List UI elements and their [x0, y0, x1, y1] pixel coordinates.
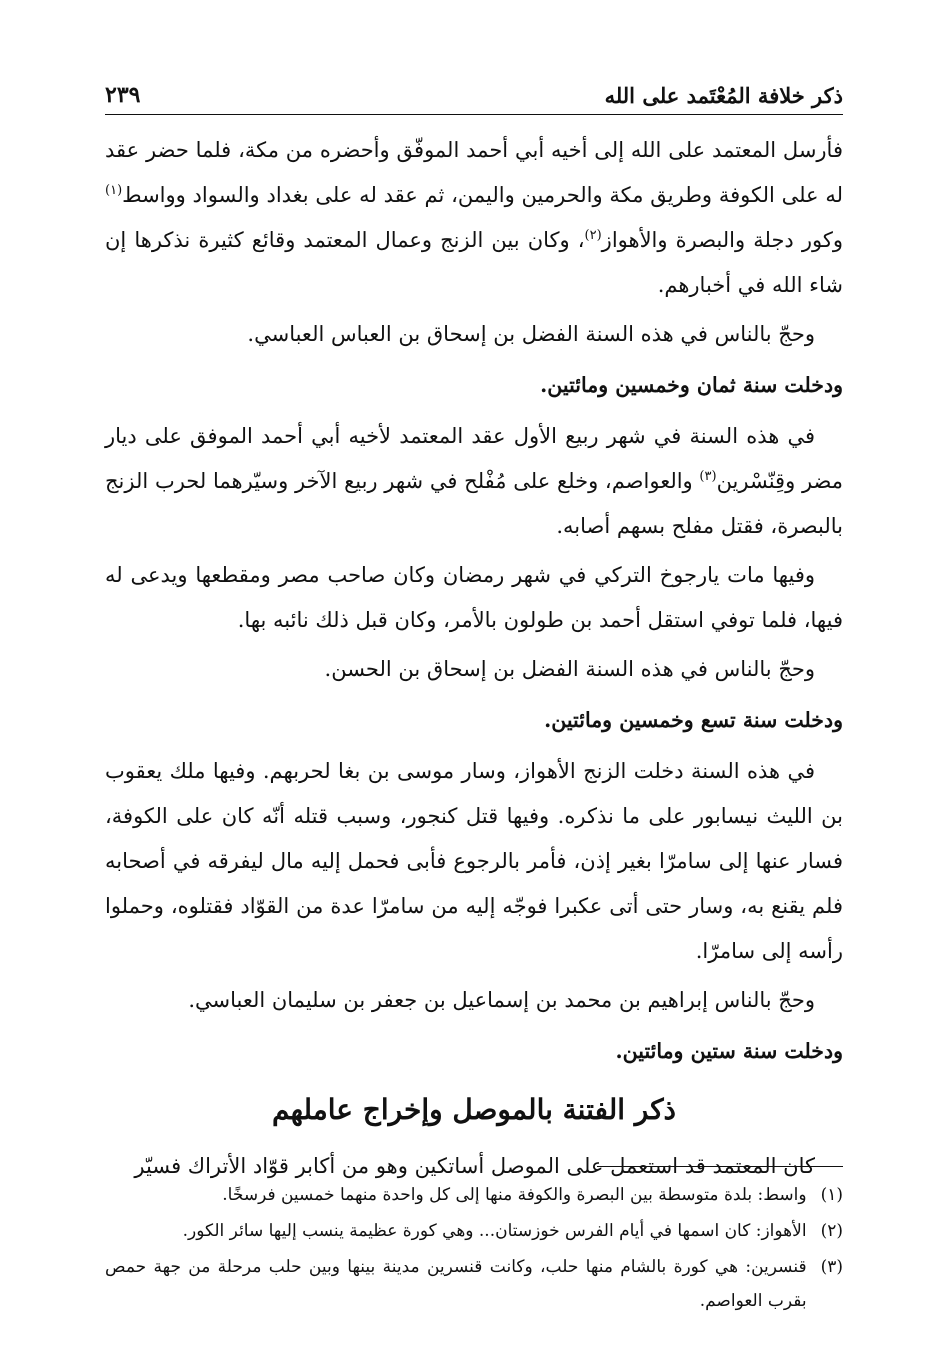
footnote-number: (١)	[820, 1185, 843, 1205]
text-run: ، وكان بين الزنج وعمال المعتمد وقائع كثيرة نذكرها إن شاء الله في أخبارهم.	[105, 228, 843, 297]
paragraph: كان المعتمد قد استعمل على الموصل أساتكين وهو من أكابر قوّاد الأتراك فسيّر	[134, 1154, 815, 1178]
section-title: ذكر الفتنة بالموصل وإخراج عاملهم	[271, 1093, 677, 1126]
footnote-number: (٣)	[820, 1257, 843, 1277]
year-heading: ودخلت سنة تسع وخمسين ومائتين.	[544, 708, 843, 732]
text-run: وكور دجلة والبصرة والأهواز	[601, 228, 844, 252]
footnote-divider	[597, 1166, 843, 1167]
paragraph: في هذه السنة دخلت الزنج الأهواز، وسار موسى بن بغا لحربهم. وفيها ملك يعقوب بن الليث نيسابور على ما نذكره. وفيها قتل كنجور، وسبب قتله أنّه كان على الكوفة، فسار عنها إلى سامرّا بغير إذن، فأمر بالرجوع فأبى فحمل إليه مال ليفرقه في أصحابه فلم يقنع به، وسار حتى أتى عكبرا فوجّه إليه من سامرّا عدة من القوّاد فقتلوه، وحملوا رأسه إلى سامرّا.	[105, 759, 843, 963]
footnote-ref: (٣)	[699, 469, 717, 484]
page-number: ٢٣٩	[105, 82, 141, 108]
paragraph: وحجّ بالناس في هذه السنة الفضل بن إسحاق بن العباس العباسي.	[247, 322, 815, 346]
footnotes	[105, 1178, 843, 1320]
paragraph	[105, 128, 843, 308]
footnote-text: الأهواز: كان اسمها في أيام الفرس خوزستان... وهي كورة عظيمة ينسب إليها سائر الكور.	[182, 1221, 807, 1241]
year-heading: ودخلت سنة ستين ومائتين.	[615, 1039, 843, 1063]
text-run: فأرسل المعتمد على الله إلى أخيه أبي أحمد الموفّق وأحضره من مكة، فلما حضر عقد له على الكوفة وطريق مكة والحرمين واليمن، ثم عقد له على بغداد والسواد وواسط	[105, 138, 843, 207]
footnote	[105, 1250, 843, 1318]
main-text	[105, 128, 843, 1193]
page-header	[105, 74, 843, 115]
paragraph	[105, 414, 843, 549]
footnote-text: قنسرين: هي كورة بالشام منها حلب، وكانت قنسرين مدينة بينها وبين حلب مرحلة من جهة حمص بقرب العواصم.	[105, 1257, 807, 1311]
year-heading: ودخلت سنة ثمان وخمسين ومائتين.	[540, 373, 843, 397]
footnote	[105, 1178, 843, 1212]
text-run: والعواصم، وخلع على مُفْلح في شهر ربيع الآخر وسيّرهما لحرب الزنج بالبصرة، فقتل مفلح بسهم أصابه.	[105, 469, 843, 538]
footnote	[105, 1214, 843, 1248]
running-title: ذكر خلافة المُعْتَمد على الله	[604, 83, 843, 108]
paragraph: وحجّ بالناس إبراهيم بن محمد بن إسماعيل بن جعفر بن سليمان العباسي.	[188, 988, 815, 1012]
footnote-ref: (٢)	[584, 228, 602, 243]
footnote-text: واسط: بلدة متوسطة بين البصرة والكوفة منها إلى كل واحدة منهما خمسين فرسخًا.	[222, 1185, 807, 1205]
footnote-number: (٢)	[820, 1221, 843, 1241]
text-run: في هذه السنة في شهر ربيع الأول عقد المعتمد لأخيه أبي أحمد الموفق على ديار مضر وقِنّسْرين	[105, 424, 843, 493]
footnote-ref: (١)	[105, 183, 123, 198]
paragraph: وحجّ بالناس في هذه السنة الفضل بن إسحاق بن الحسن.	[324, 657, 815, 681]
paragraph: وفيها مات يارجوخ التركي في شهر رمضان وكان صاحب مصر ومقطعها ويدعى له فيها، فلما توفي استقل أحمد بن طولون بالأمر، وكان قبل ذلك نائبه بها.	[105, 563, 843, 632]
